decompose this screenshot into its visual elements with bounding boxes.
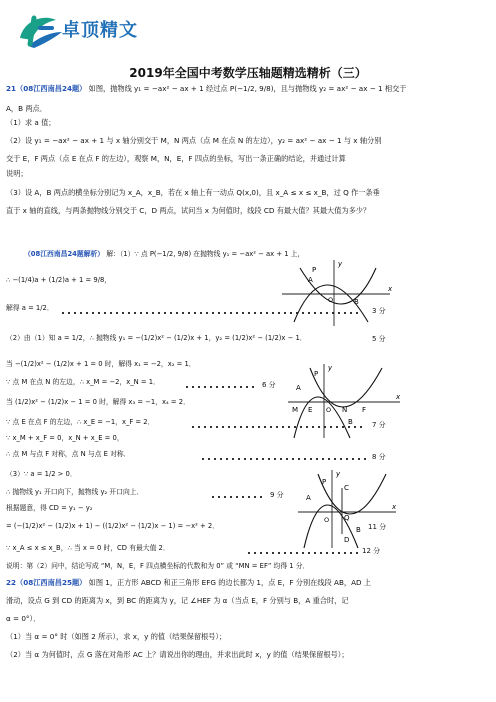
- svg-text:O: O: [328, 296, 334, 304]
- brand-name: 卓顶精文: [62, 20, 138, 41]
- score-12: 12 分: [362, 547, 381, 555]
- problem-22-text2: 滑动，设点 G 到 CD 的距离为 x，到 BC 的距离为 y，记 ∠HEF 为 α（当点 E，F 分别与 B，A 重合时，记: [6, 596, 349, 605]
- solution-s4: （2）由（1）知 a = 1/2，∴ 抛物线 y₁ = −(1/2)x² − (1/2)x + 1，y₂ = (1/2)x² − (1/2)x − 1．: [6, 334, 307, 342]
- svg-text:E: E: [308, 406, 313, 414]
- svg-text:P: P: [322, 478, 327, 486]
- dotted-leader: [246, 552, 358, 554]
- solution-s8: ∵ 点 E 在点 F 的左边，∴ x_E = −1，x_F = 2．: [6, 418, 155, 426]
- solution-s10: ∴ 点 M 与点 F 对称，点 N 与点 E 对称．: [6, 450, 131, 458]
- problem-22-text3: α = 0°）．: [6, 614, 41, 623]
- svg-text:x: x: [388, 285, 393, 293]
- problem-22-line1: [6, 578, 371, 588]
- score-7: 7 分: [372, 421, 386, 429]
- svg-text:O: O: [324, 516, 330, 524]
- score-3: 3 分: [372, 307, 386, 315]
- problem-21-label: 21（08江西南昌24题）: [6, 84, 87, 93]
- svg-text:x: x: [392, 503, 397, 511]
- dotted-leader: [200, 458, 366, 460]
- parabola-y1: [294, 397, 350, 438]
- svg-text:A: A: [306, 494, 311, 502]
- solution-s12: ∴ 抛物线 y₁ 开口向下，抛物线 y₂ 开口向上．: [6, 488, 144, 496]
- graph-2: [284, 362, 404, 440]
- score-5: 5 分: [372, 335, 386, 343]
- svg-text:F: F: [362, 406, 367, 414]
- solution-s3: 解得 a = 1/2．: [6, 304, 54, 312]
- svg-text:P: P: [312, 266, 317, 274]
- solution-s7: 当 (1/2)x² − (1/2)x − 1 = 0 时，解得 x₃ = −1，x₄ = 2．: [6, 398, 190, 406]
- problem-21-text2: A，B 两点．: [6, 104, 47, 113]
- problem-21-text1: 如图，抛物线 y₁ = −ax² − ax + 1 经过点 P(−1/2, 9/8)，且与抛物线 y₂ = ax² − ax − 1 相交于: [88, 84, 407, 93]
- svg-text:B: B: [348, 418, 353, 426]
- problem-22-label: 22（08江西南昌25题）: [6, 578, 87, 587]
- svg-text:A: A: [296, 384, 301, 392]
- solution-s9: ∵ x_M + x_F = 0，x_N + x_E = 0，: [6, 434, 124, 442]
- graph-1: [276, 258, 396, 328]
- svg-text:B: B: [354, 298, 359, 306]
- solution-line1: [24, 250, 304, 260]
- svg-text:x: x: [396, 393, 401, 401]
- problem-21-q1: （1）求 a 值；: [6, 118, 56, 127]
- parabola-y2: [310, 368, 382, 407]
- dotted-leader: [184, 386, 258, 388]
- problem-21-q2b: 交于 E，F 两点（点 E 在点 F 的左边），观察 M，N，E，F 四点的坐标，写出一条正确的结论，并通过计算: [6, 154, 346, 163]
- solution-s5: 当 −(1/2)x² − (1/2)x + 1 = 0 时，解得 x₁ = −2，x₂ = 1．: [6, 360, 196, 368]
- score-11: 11 分: [368, 523, 387, 531]
- svg-text:y: y: [328, 364, 333, 372]
- solution-s15: ∵ x_A ≤ x ≤ x_B，∴ 当 x = 0 时，CD 有最大值 2．: [6, 544, 170, 552]
- parabola-y2: [318, 474, 386, 514]
- problem-21-q3a: （3）设 A，B 两点的横坐标分别记为 x_A，x_B，若在 x 轴上有一动点 Q(x,0)，且 x_A ≤ x ≤ x_B，过 Q 作一条垂: [6, 188, 380, 197]
- problem-22-text1: 如图 1，正方形 ABCD 和正三角形 EFG 的边长都为 1，点 E，F 分别在线段 AB，AD 上: [88, 578, 371, 587]
- solution-s2: ∴ −(1/4)a + (1/2)a + 1 = 9/8，: [6, 276, 112, 284]
- svg-text:A: A: [308, 276, 313, 284]
- svg-text:P: P: [314, 370, 319, 378]
- svg-text:O: O: [326, 406, 332, 414]
- page-title: 2019年全国中考数学压轴题精选精析（三）: [129, 66, 367, 80]
- problem-22-q1: （1）当 α = 0° 时（如图 2 所示），求 x，y 的值（结果保留根号）；: [6, 632, 227, 641]
- svg-text:C: C: [344, 484, 349, 492]
- svg-text:B: B: [356, 526, 361, 534]
- dotted-leader: [210, 496, 266, 498]
- problem-21-q3b: 直于 x 轴的直线，与两条抛物线分别交于 C，D 两点，试问当 x 为何值时，线段 CD 有最大值？其最大值为多少？: [6, 206, 371, 215]
- score-9: 9 分: [270, 491, 284, 499]
- solution-s16: 说明：第（2）问中，结论写成 “M，N，E，F 四点横坐标的代数和为 0” 或 “MN = EF” 均得 1 分．: [6, 562, 310, 570]
- solution-s13: 根据题意，得 CD = y₁ − y₂: [6, 504, 93, 512]
- svg-text:y: y: [338, 260, 343, 268]
- svg-text:y: y: [336, 470, 341, 478]
- svg-text:N: N: [342, 406, 348, 414]
- solution-heading: （08江西南昌24题解析）: [24, 250, 105, 258]
- score-8: 8 分: [372, 453, 386, 461]
- solution-s6: ∵ 点 M 在点 N 的左边，∴ x_M = −2，x_N = 1．: [6, 378, 160, 386]
- score-6: 6 分: [262, 381, 276, 389]
- problem-22-q2: （2）当 α 为何值时，点 G 落在对角形 AC 上？请说出你的理由，并求出此时 x，y 的值（结果保留根号）；: [6, 650, 349, 659]
- problem-21-q2c: 说明；: [6, 169, 28, 178]
- solution-s11: （3）∵ a = 1/2 > 0．: [6, 470, 77, 478]
- logo-mark-icon: [20, 18, 62, 48]
- svg-text:Q: Q: [344, 514, 350, 522]
- graph-3: [296, 468, 400, 550]
- problem-21-q2a: （2）设 y₁ = −ax² − ax + 1 与 x 轴分别交于 M，N 两点（点 M 在点 N 的左边），y₂ = ax² − ax − 1 与 x 轴分别: [6, 136, 382, 145]
- solution-s14: = (−(1/2)x² − (1/2)x + 1) − ((1/2)x² − (1/2)x − 1) = −x² + 2．: [6, 522, 219, 530]
- solution-s1: 解：（1）∵ 点 P(−1/2, 9/8) 在抛物线 y₁ = −ax² − ax + 1 上，: [106, 250, 305, 258]
- svg-text:D: D: [344, 536, 350, 544]
- svg-text:M: M: [292, 406, 299, 414]
- parabola-y1: [304, 505, 358, 548]
- problem-21-line1: [6, 84, 406, 94]
